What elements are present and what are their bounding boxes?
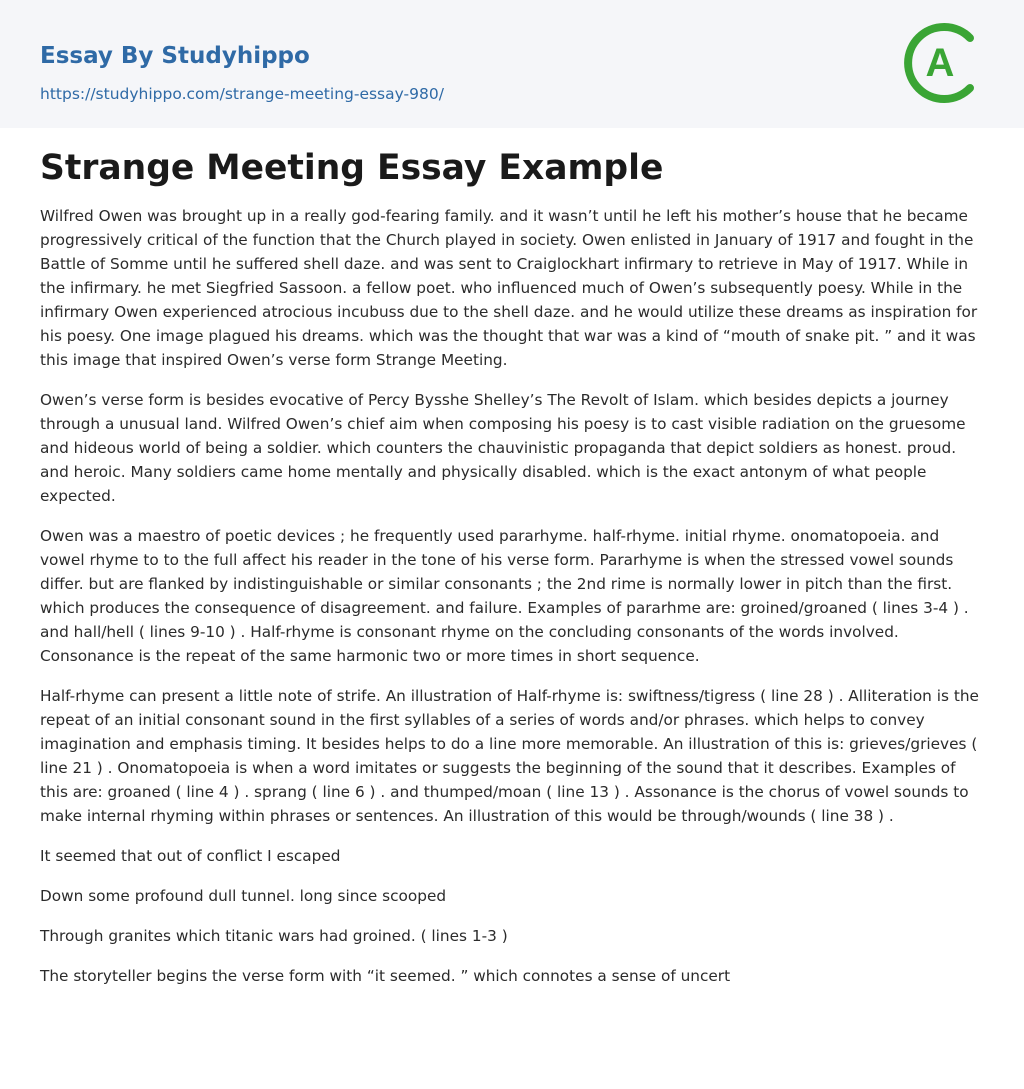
poem-line-2: Down some profound dull tunnel. long since scooped bbox=[40, 887, 447, 905]
logo-letter: A bbox=[925, 41, 955, 85]
studyhippo-logo-icon[interactable] bbox=[898, 18, 988, 108]
poem-line-3: Through granites which titanic wars had groined. ( lines 1-3 ) bbox=[40, 927, 508, 945]
article bbox=[40, 140, 984, 1004]
poem-line-1: It seemed that out of conflict I escaped bbox=[40, 847, 341, 865]
article-paragraph-4: Half-rhyme can present a little note of strife. An illustration of Half-rhyme is: swiftness/tigress ( line 28 ) . Alliteration is the repeat of an initial consonant sound in the first syllables of a series of words and/or phrases. which helps to convey imagination and emphasis timing. It besides helps to do a line more memorable. An illustration of this is: grieves/grieves ( line 21 ) . Onomatopoeia is when a word imitates or suggests the beginning of the sound that it describes. Examples of this are: groaned ( line 4 ) . sprang ( line 6 ) . and thumped/moan ( line 13 ) . Assonance is the chorus of vowel sounds to make internal rhyming within phrases or sentences. An illustration of this would be through/wounds ( line 38 ) . bbox=[40, 687, 979, 825]
article-paragraph-3: Owen was a maestro of poetic devices ; he frequently used pararhyme. half-rhyme. initial rhyme. onomatopoeia. and vowel rhyme to to the full affect his reader in the tone of his verse form. Pararhyme is when the stressed vowel sounds differ. but are flanked by indistinguishable or similar consonants ; the 2nd rime is normally lower in pitch than the first. which produces the consequence of disagreement. and failure. Examples of pararhme are: groined/groaned ( lines 3-4 ) . and hall/hell ( lines 9-10 ) . Half-rhyme is consonant rhyme on the concluding consonants of the words involved. Consonance is the repeat of the same harmonic two or more times in short sequence. bbox=[40, 527, 969, 665]
article-paragraph-2: Owen’s verse form is besides evocative of Percy Bysshe Shelley’s The Revolt of Islam. which besides depicts a journey through a unusual land. Wilfred Owen’s chief aim when composing his poesy is to cast visible radiation on the gruesome and hideous world of being a soldier. which counters the chauvinistic propaganda that depict soldiers as honest. proud. and heroic. Many soldiers came home mentally and physically disabled. which is the exact antonym of what people expected. bbox=[40, 391, 966, 505]
site-title[interactable]: Essay By Studyhippo bbox=[40, 43, 310, 69]
source-url-link[interactable]: https://studyhippo.com/strange-meeting-essay-980/ bbox=[40, 85, 444, 103]
site-header bbox=[0, 0, 1024, 128]
page-title: Strange Meeting Essay Example bbox=[40, 148, 664, 188]
article-paragraph-1: Wilfred Owen was brought up in a really god-fearing family. and it wasn’t until he left his mother’s house that he became progressively critical of the function that the Church played in society. Owen enlisted in January of 1917 and fought in the Battle of Somme until he suffered shell daze. and was sent to Craiglockhart infirmary to retrieve in May of 1917. While in the infirmary. he met Siegfried Sassoon. a fellow poet. who influenced much of Owen’s subsequently poesy. While in the infirmary Owen experienced atrocious incubuss due to the shell daze. and he would utilize these dreams as inspiration for his poesy. One image plagued his dreams. which was the thought that war was a kind of “mouth of snake pit. ” and it was this image that inspired Owen’s verse form Strange Meeting. bbox=[40, 207, 978, 369]
article-paragraph-truncated: The storyteller begins the verse form with “it seemed. ” which connotes a sense of uncert bbox=[40, 967, 731, 985]
